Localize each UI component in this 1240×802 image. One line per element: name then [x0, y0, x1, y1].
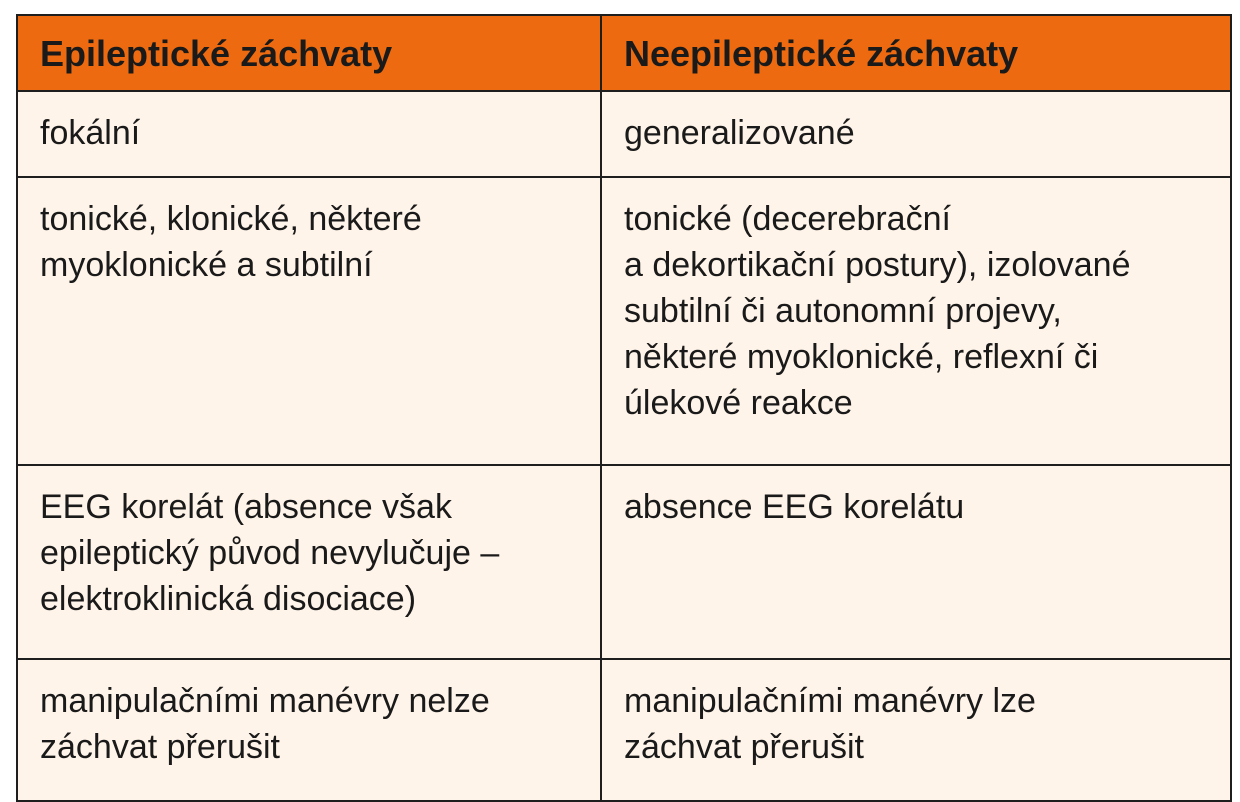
cell-line: epileptický původ nevylučuje – — [40, 534, 500, 572]
cell-line: manipulačními manévry nelze — [40, 682, 490, 720]
cell-line: tonické, klonické, některé — [40, 200, 422, 238]
cell-line: některé myoklonické, reflexní či — [624, 338, 1099, 376]
table-row — [17, 465, 1231, 659]
table-row — [17, 659, 1231, 801]
cell-line: generalizované — [624, 114, 855, 152]
cell-line: elektroklinická disociace) — [40, 580, 417, 618]
header-nonepileptic-seizures: Neepileptické záchvaty — [601, 15, 1231, 91]
cell-line: EEG korelát (absence však — [40, 488, 452, 526]
cell-line: tonické (decerebrační — [624, 200, 951, 238]
cell-nonepileptic — [601, 659, 1231, 801]
comparison-table — [16, 14, 1232, 802]
cell-line: absence EEG korelátu — [624, 488, 965, 526]
cell-line: záchvat přerušit — [40, 728, 280, 766]
cell-line: úlekové reakce — [624, 384, 853, 422]
cell-line: manipulačními manévry lze — [624, 682, 1036, 720]
table-row — [17, 177, 1231, 465]
cell-nonepileptic — [601, 465, 1231, 659]
header-epileptic-seizures: Epileptické záchvaty — [17, 15, 601, 91]
cell-epileptic — [17, 91, 601, 177]
cell-nonepileptic — [601, 177, 1231, 465]
cell-epileptic — [17, 659, 601, 801]
cell-epileptic — [17, 177, 601, 465]
cell-line: záchvat přerušit — [624, 728, 864, 766]
cell-line: myoklonické a subtilní — [40, 246, 373, 284]
table-row — [17, 91, 1231, 177]
cell-line: fokální — [40, 114, 141, 152]
cell-line: a dekortikační postury), izolované — [624, 246, 1131, 284]
header-row — [17, 15, 1231, 91]
cell-line: subtilní či autonomní projevy, — [624, 292, 1062, 330]
cell-nonepileptic — [601, 91, 1231, 177]
cell-epileptic — [17, 465, 601, 659]
